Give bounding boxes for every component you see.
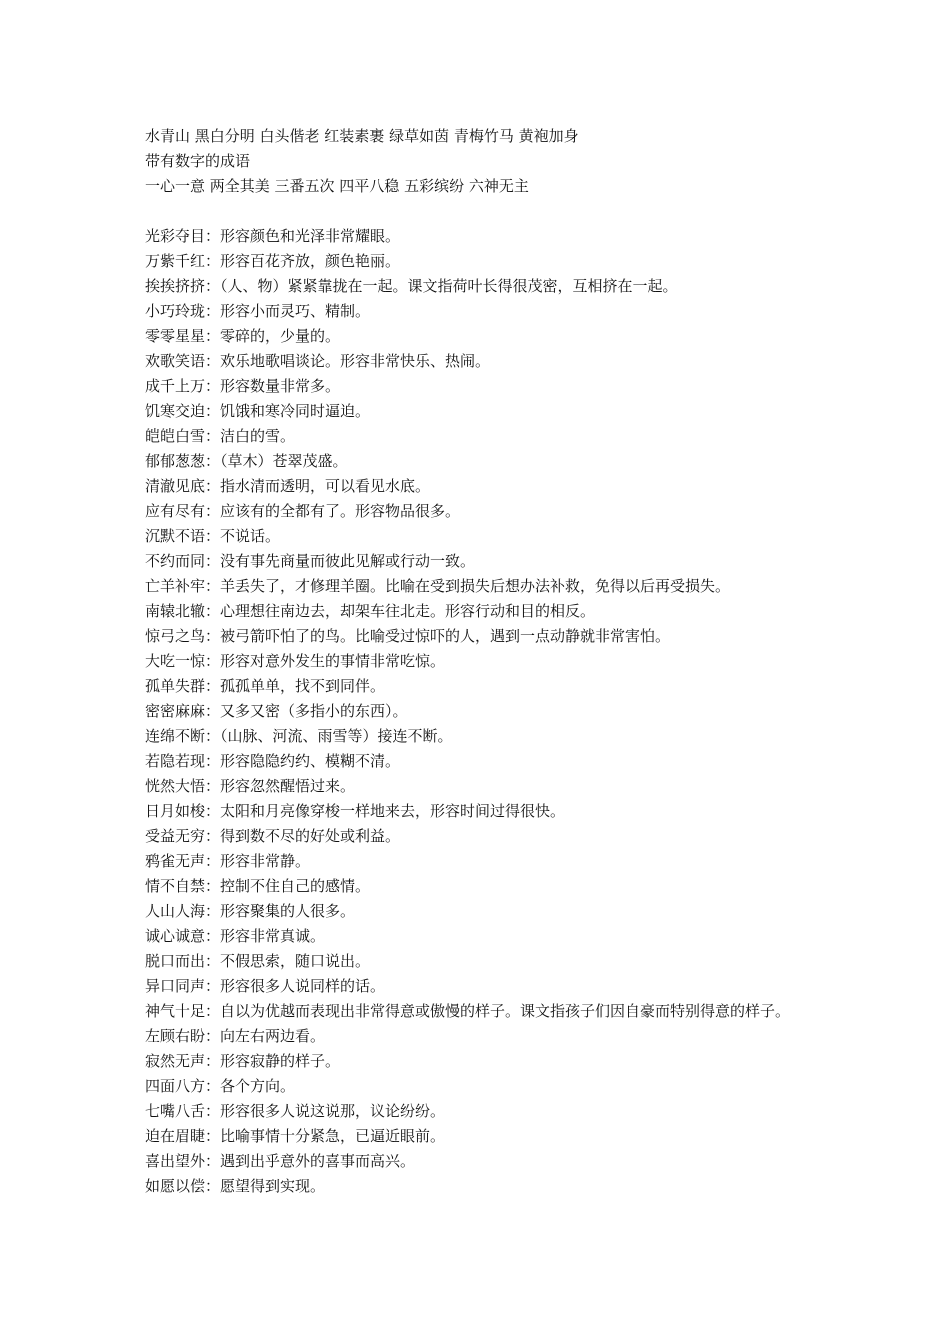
idiom-entry: 七嘴八舌：形容很多人说这说那，议论纷纷。 <box>145 1102 446 1120</box>
idiom-entry: 万紫千红：形容百花齐放，颜色艳丽。 <box>145 252 401 270</box>
idiom-entry: 喜出望外：遇到出乎意外的喜事而高兴。 <box>145 1152 416 1170</box>
idiom-entry: 人山人海：形容聚集的人很多。 <box>145 902 356 920</box>
idiom-entry: 饥寒交迫：饥饿和寒冷同时逼迫。 <box>145 402 371 420</box>
idiom-entry: 沉默不语：不说话。 <box>145 527 281 545</box>
idiom-entry: 不约而同：没有事先商量而彼此见解或行动一致。 <box>145 552 476 570</box>
idiom-entry: 郁郁葱葱：（草木）苍翠茂盛。 <box>145 452 348 470</box>
idiom-entry: 南辕北辙：心理想往南边去，却架车往北走。形容行动和目的相反。 <box>145 602 596 620</box>
idiom-entry: 四面八方：各个方向。 <box>145 1077 296 1095</box>
idiom-entry: 鸦雀无声：形容非常静。 <box>145 852 311 870</box>
idiom-entry: 成千上万：形容数量非常多。 <box>145 377 341 395</box>
idiom-entry: 恍然大悟：形容忽然醒悟过来。 <box>145 777 356 795</box>
idiom-entry: 情不自禁：控制不住自己的感情。 <box>145 877 371 895</box>
idiom-entry: 小巧玲珑：形容小而灵巧、精制。 <box>145 302 371 320</box>
section-heading-number-idioms: 带有数字的成语 <box>145 152 251 170</box>
idiom-entry: 大吃一惊：形容对意外发生的事情非常吃惊。 <box>145 652 446 670</box>
idiom-entry: 如愿以偿：愿望得到实现。 <box>145 1177 326 1195</box>
idiom-entry: 脱口而出：不假思索，随口说出。 <box>145 952 371 970</box>
idiom-entry: 应有尽有：应该有的全都有了。形容物品很多。 <box>145 502 461 520</box>
idiom-definition-list <box>145 224 825 1199</box>
idiom-entry: 惊弓之鸟：被弓箭吓怕了的鸟。比喻受过惊吓的人，遇到一点动静就非常害怕。 <box>145 627 671 645</box>
idiom-entry: 清澈见底：指水清而透明，可以看见水底。 <box>145 477 431 495</box>
idiom-entry: 日月如梭：太阳和月亮像穿梭一样地来去，形容时间过得很快。 <box>145 802 566 820</box>
idiom-entry: 迫在眉睫：比喻事情十分紧急，已逼近眼前。 <box>145 1127 446 1145</box>
idiom-entry: 左顾右盼：向左右两边看。 <box>145 1027 326 1045</box>
number-idioms-line: 一心一意 两全其美 三番五次 四平八稳 五彩缤纷 六神无主 <box>145 177 529 195</box>
idiom-entry: 异口同声：形容很多人说同样的话。 <box>145 977 386 995</box>
blank-line <box>145 199 825 224</box>
idiom-entry: 亡羊补牢：羊丢失了，才修理羊圈。比喻在受到损失后想办法补救，免得以后再受损失。 <box>145 577 731 595</box>
document-page <box>145 124 825 1199</box>
idiom-entry: 光彩夺目：形容颜色和光泽非常耀眼。 <box>145 227 401 245</box>
idiom-entry: 连绵不断：（山脉、河流、雨雪等）接连不断。 <box>145 727 453 745</box>
idiom-entry: 受益无穷：得到数不尽的好处或利益。 <box>145 827 401 845</box>
idiom-entry: 若隐若现：形容隐隐约约、模糊不清。 <box>145 752 401 770</box>
idiom-entry: 孤单失群：孤孤单单，找不到同伴。 <box>145 677 386 695</box>
idiom-entry: 寂然无声：形容寂静的样子。 <box>145 1052 341 1070</box>
idiom-entry: 神气十足：自以为优越而表现出非常得意或傲慢的样子。课文指孩子们因自豪而特别得意的样子。 <box>145 1002 791 1020</box>
idiom-entry: 皑皑白雪：洁白的雪。 <box>145 427 296 445</box>
idiom-entry: 挨挨挤挤：（人、物）紧紧靠拢在一起。课文指荷叶长得很茂密，互相挤在一起。 <box>145 277 678 295</box>
idiom-entry: 密密麻麻：又多又密（多指小的东西）。 <box>145 702 408 720</box>
idiom-entry: 欢歌笑语：欢乐地歌唱谈论。形容非常快乐、热闹。 <box>145 352 491 370</box>
color-idioms-line: 水青山 黑白分明 白头偕老 红装素裹 绿草如茵 青梅竹马 黄袍加身 <box>145 127 579 145</box>
idiom-entry: 诚心诚意：形容非常真诚。 <box>145 927 326 945</box>
idiom-entry: 零零星星：零碎的，少量的。 <box>145 327 341 345</box>
